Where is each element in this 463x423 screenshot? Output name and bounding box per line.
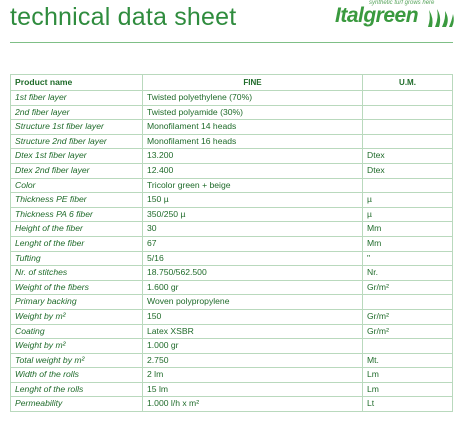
row-unit-cell: Mt.	[363, 353, 453, 368]
row-unit-cell: Nr.	[363, 266, 453, 281]
row-value-cell: Twisted polyamide (30%)	[143, 105, 363, 120]
row-unit-cell: Mm	[363, 236, 453, 251]
row-unit-cell	[363, 105, 453, 120]
row-unit-cell: Lm	[363, 382, 453, 397]
page-title: technical data sheet	[10, 3, 237, 31]
header-divider	[10, 42, 453, 43]
row-name-cell: Color	[11, 178, 143, 193]
row-name-cell: Tufting	[11, 251, 143, 266]
row-unit-cell	[363, 339, 453, 354]
table-row	[11, 295, 453, 310]
table-row	[11, 309, 453, 324]
header-fine: FINE	[143, 75, 363, 91]
table-row	[11, 280, 453, 295]
row-name-cell: Height of the fiber	[11, 222, 143, 237]
italgreen-logo	[335, 0, 455, 38]
table-row	[11, 207, 453, 222]
row-unit-cell: µ	[363, 193, 453, 208]
row-name-cell: Permeability	[11, 397, 143, 412]
table-row	[11, 134, 453, 149]
row-name-cell: Thickness PE fiber	[11, 193, 143, 208]
row-value-cell: Twisted polyethylene (70%)	[143, 91, 363, 106]
grass-blades-icon	[425, 8, 455, 28]
logo-tagline: synthetic turf grows here	[369, 0, 435, 6]
row-unit-cell: Dtex	[363, 149, 453, 164]
row-value-cell: 5/16	[143, 251, 363, 266]
table-row	[11, 149, 453, 164]
row-name-cell: Total weight by m²	[11, 353, 143, 368]
row-name-cell: Thickness PA 6 fiber	[11, 207, 143, 222]
row-unit-cell: Lm	[363, 368, 453, 383]
table-body	[11, 91, 453, 412]
row-name-cell: 1st fiber layer	[11, 91, 143, 106]
row-value-cell: 350/250 µ	[143, 207, 363, 222]
row-value-cell: 2.750	[143, 353, 363, 368]
row-value-cell: 1.600 gr	[143, 280, 363, 295]
row-name-cell: Structure 2nd fiber layer	[11, 134, 143, 149]
row-value-cell: 2 lm	[143, 368, 363, 383]
row-name-cell: Lenght of the fiber	[11, 236, 143, 251]
table-row	[11, 324, 453, 339]
table-row	[11, 368, 453, 383]
row-value-cell: 150 µ	[143, 193, 363, 208]
row-unit-cell	[363, 295, 453, 310]
row-name-cell: Weight by m²	[11, 339, 143, 354]
row-name-cell: Dtex 1st fiber layer	[11, 149, 143, 164]
row-value-cell: Woven polypropylene	[143, 295, 363, 310]
table-row	[11, 91, 453, 106]
table-row	[11, 251, 453, 266]
table-row	[11, 397, 453, 412]
row-name-cell: Structure 1st fiber layer	[11, 120, 143, 135]
row-unit-cell: Lt	[363, 397, 453, 412]
row-value-cell: 30	[143, 222, 363, 237]
row-value-cell: 150	[143, 309, 363, 324]
table-row	[11, 236, 453, 251]
row-unit-cell	[363, 178, 453, 193]
logo-text: Italgreen	[335, 4, 419, 27]
row-value-cell: 18.750/562.500	[143, 266, 363, 281]
table-row	[11, 339, 453, 354]
row-unit-cell: Gr/m²	[363, 280, 453, 295]
row-value-cell: Latex XSBR	[143, 324, 363, 339]
row-value-cell: 13.200	[143, 149, 363, 164]
row-name-cell: Weight by m²	[11, 309, 143, 324]
row-name-cell: Weight of the fibers	[11, 280, 143, 295]
table-row	[11, 193, 453, 208]
row-unit-cell: Mm	[363, 222, 453, 237]
table-row	[11, 222, 453, 237]
row-unit-cell	[363, 134, 453, 149]
row-unit-cell	[363, 120, 453, 135]
row-name-cell: Nr. of stitches	[11, 266, 143, 281]
table-header-row	[11, 75, 453, 91]
row-unit-cell	[363, 91, 453, 106]
technical-data-table	[10, 74, 453, 412]
row-unit-cell: "	[363, 251, 453, 266]
row-value-cell: Tricolor green + beige	[143, 178, 363, 193]
header-unit: U.M.	[363, 75, 453, 91]
row-name-cell: Width of the rolls	[11, 368, 143, 383]
row-value-cell: Monofilament 14 heads	[143, 120, 363, 135]
page-header	[0, 0, 463, 56]
header-product-name: Product name	[11, 75, 143, 91]
row-name-cell: Coating	[11, 324, 143, 339]
row-value-cell: 12.400	[143, 163, 363, 178]
row-unit-cell: Gr/m²	[363, 309, 453, 324]
table-row	[11, 353, 453, 368]
row-name-cell: 2nd fiber layer	[11, 105, 143, 120]
table-row	[11, 382, 453, 397]
table-row	[11, 178, 453, 193]
table-row	[11, 163, 453, 178]
row-value-cell: 15 lm	[143, 382, 363, 397]
row-value-cell: 67	[143, 236, 363, 251]
row-unit-cell: Gr/m²	[363, 324, 453, 339]
table-row	[11, 120, 453, 135]
row-name-cell: Lenght of the rolls	[11, 382, 143, 397]
table-row	[11, 105, 453, 120]
row-name-cell: Dtex 2nd fiber layer	[11, 163, 143, 178]
row-value-cell: Monofilament 16 heads	[143, 134, 363, 149]
row-unit-cell: Dtex	[363, 163, 453, 178]
row-value-cell: 1.000 gr	[143, 339, 363, 354]
row-unit-cell: µ	[363, 207, 453, 222]
row-name-cell: Primary backing	[11, 295, 143, 310]
row-value-cell: 1.000 l/h x m²	[143, 397, 363, 412]
table-row	[11, 266, 453, 281]
